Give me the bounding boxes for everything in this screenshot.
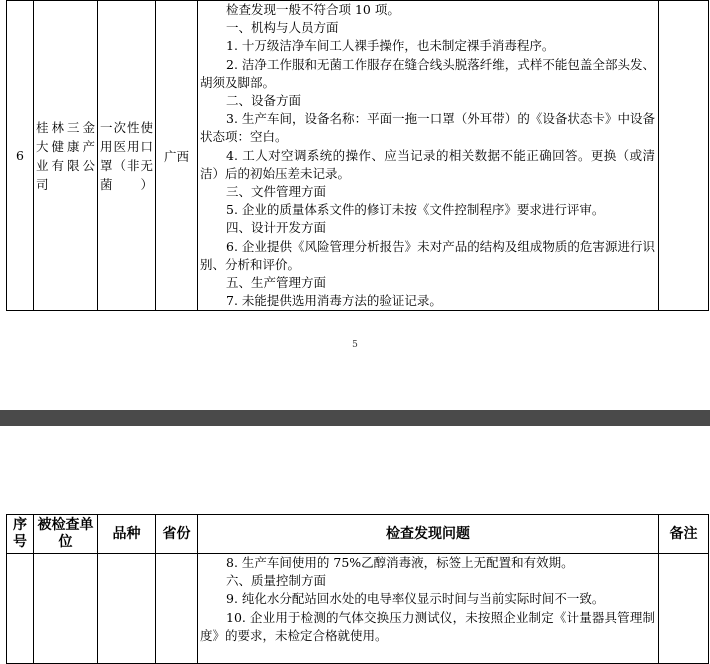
issue-line: 六、质量控制方面 [226, 573, 327, 589]
remarks-cell [659, 554, 709, 664]
table-row [7, 554, 709, 664]
issue-line: 四、设计开发方面 [226, 220, 327, 236]
issue-line: 10. 企业用于检测的气体交换压力测试仪，未按照企业制定《计量器具管理制度》的要求，未检定合格就使用。 [200, 609, 655, 643]
issue-line: 6. 企业提供《风险管理分析报告》未对产品的结构及组成物质的危害源进行识别、分析和评价。 [200, 238, 655, 272]
inspection-table-top [6, 0, 709, 311]
issue-line: 1. 十万级洁净车间工人裸手操作，也未制定裸手消毒程序。 [226, 38, 555, 54]
issue-line: 9. 纯化水分配站回水处的电导率仪显示时间与当前实际时间不一致。 [226, 591, 605, 607]
issue-line: 7. 未能提供选用消毒方法的验证记录。 [226, 293, 442, 309]
product-name: 一次性使用医用口罩（非无菌） [98, 1, 156, 311]
issue-line: 检查发现一般不符合项 10 项。 [226, 2, 400, 17]
province: 广西 [156, 1, 198, 311]
remarks-cell [659, 1, 709, 311]
issue-line: 4. 工人对空调系统的操作、应当记录的相关数据不能正确回答。更换（或清洁）后的初始压差未记录。 [200, 147, 655, 181]
product-name [98, 554, 156, 664]
issue-line: 五、生产管理方面 [226, 275, 327, 291]
table-header-row [7, 515, 709, 554]
issue-list [200, 554, 655, 645]
issue-line: 2. 洁净工作服和无菌工作服存在缝合线头脱落纤维，式样不能包盖全部头发、胡须及脚部。 [200, 56, 655, 90]
inspection-issues [198, 554, 659, 664]
table-row [7, 1, 709, 311]
issue-line: 三、文件管理方面 [226, 184, 327, 200]
page-number: 5 [352, 340, 358, 350]
issue-line: 二、设备方面 [226, 93, 302, 109]
inspection-issues [198, 1, 659, 311]
inspected-unit [34, 554, 98, 664]
inspected-unit: 桂林三金大健康产业有限公司 [34, 1, 98, 311]
row-number: 6 [7, 1, 34, 311]
row-number [7, 554, 34, 664]
issue-list [200, 1, 655, 310]
header-product: 品种 [98, 515, 156, 554]
header-province: 省份 [156, 515, 198, 554]
issue-line: 5. 企业的质量体系文件的修订未按《文件控制程序》要求进行评审。 [226, 202, 605, 218]
header-remarks: 备注 [659, 515, 709, 554]
document-page-bottom [0, 426, 710, 646]
province [156, 554, 198, 664]
page-separator [0, 410, 710, 426]
issue-line: 3. 生产车间，设备名称：平面一拖一口罩（外耳带）的《设备状态卡》中设备状态项：空白。 [200, 111, 655, 145]
header-issues: 检查发现问题 [198, 515, 659, 554]
header-seq: 序号 [7, 515, 34, 554]
issue-line: 一、机构与人员方面 [226, 20, 339, 36]
issue-line: 8. 生产车间使用的 75%乙醇消毒液，标签上无配置和有效期。 [226, 555, 574, 570]
header-unit: 被检查单位 [34, 515, 98, 554]
inspection-table-bottom [6, 514, 709, 664]
